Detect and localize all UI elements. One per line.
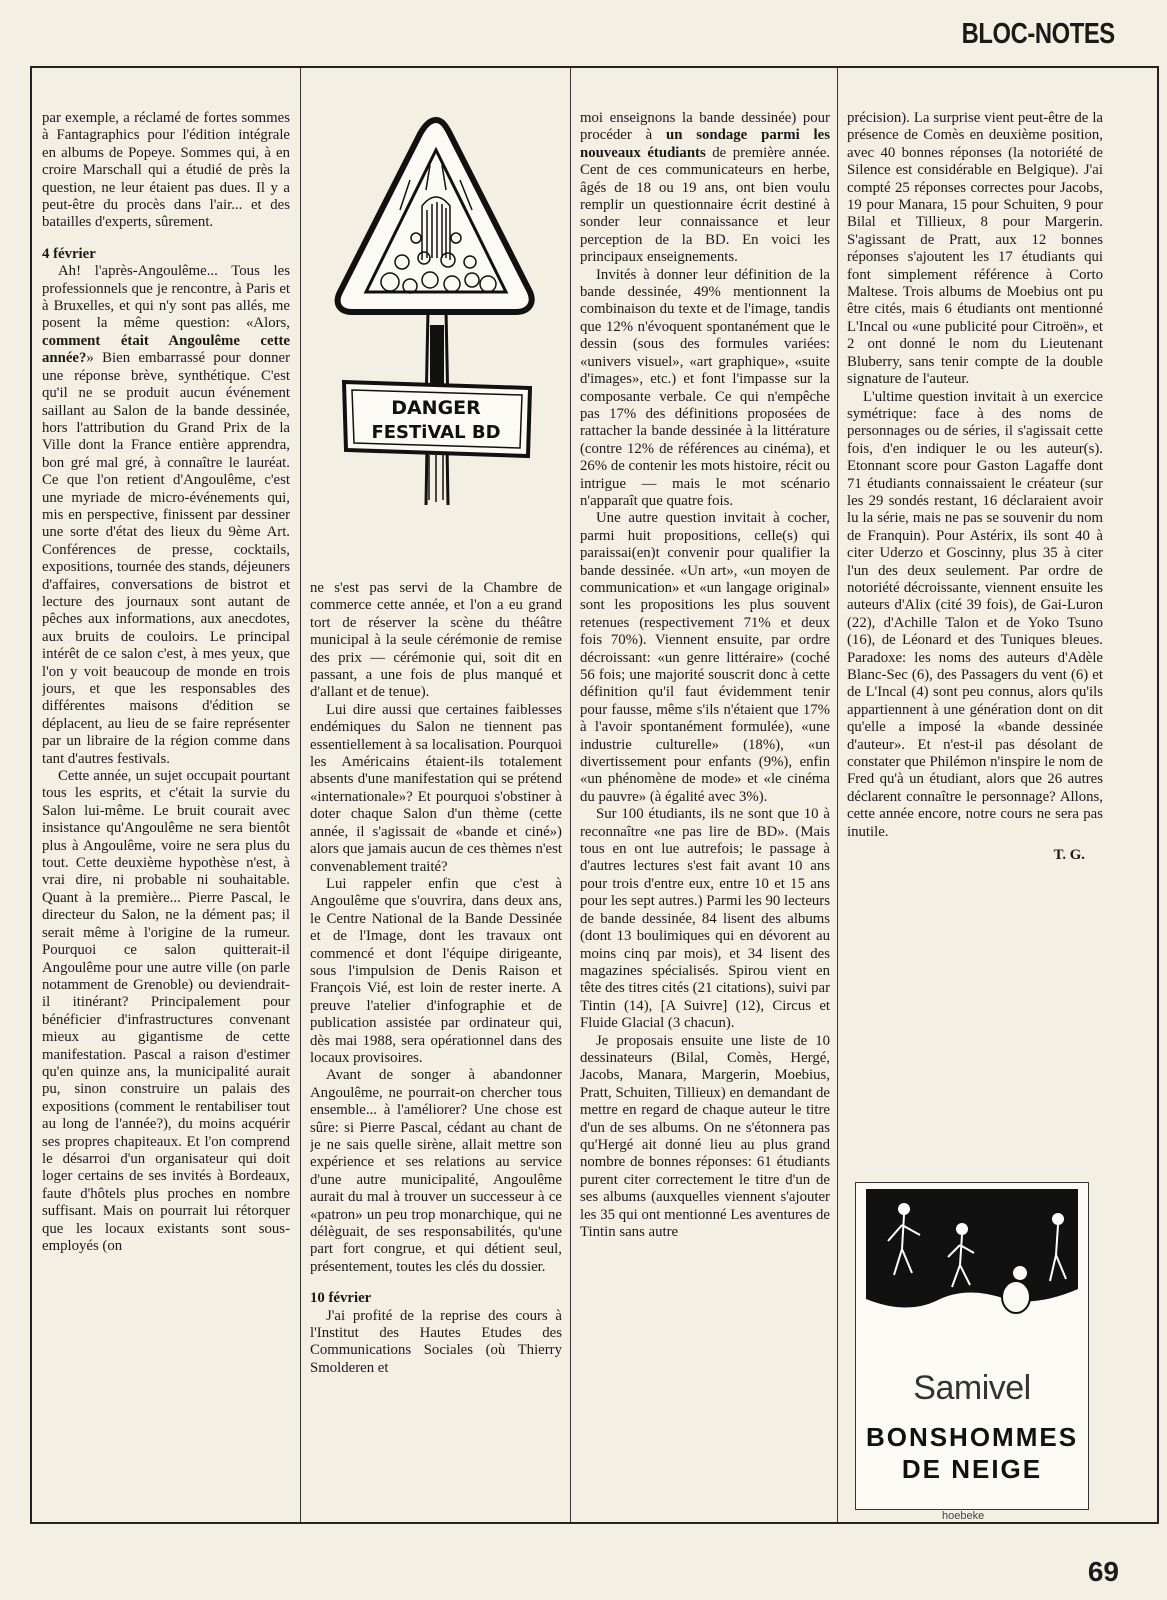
paragraph: Une autre question invitait à cocher, parmi huit propositions, celle(s) qui paraissai(en)t convenir pour qualifier la bande dessinée. «Un art», «un moyen de communication» et «un langage original» sont les propositions les plus souvent retenues (respectivement 71% et deux fois 70%). Viennent ensuite, par ordre décroissant: «un genre littéraire» (coché 56 fois; une majorité souscrit donc à cette définition qu'il faut évidemment tenir pour fausse, même s'ils n'étaient que 17% à l'avoir spontanément formulée), «une industrie culturelle» (18%), «un divertissement pour enfants (9%), enfin «un phénomène de mode» et «le cinéma du pauvre» (à égalité avec 3%). — [580, 510, 830, 805]
article-column-3 — [580, 110, 830, 1512]
snowmen-illustration — [866, 1189, 1078, 1349]
column-rule — [570, 68, 571, 1522]
page-number: 69 — [1087, 1556, 1119, 1587]
column-rule — [837, 68, 838, 1522]
article-frame — [30, 66, 1159, 1524]
publisher-logo: hoebeke — [942, 1510, 985, 1522]
paragraph: ne s'est pas servi de la Chambre de commerce cette année, et l'on a eu grand tort de réserver la scène du théâtre municipal à la seule cérémonie de remise des prix — cérémonie qui, soit dit en passant, a une fois de plus manqué et d'allant et de tenue). — [310, 580, 562, 701]
paragraph: Cette année, un sujet occupait pourtant tous les esprits, et c'était la survie du Salon lui-même. Le bruit courait avec insistance qu'Angoulême ne sera bientôt plus à Angoulême, voire ne sera plus du tout. Cette deuxième hypothèse n'est, à vrai dire, ni probable ni souhaitable. Quant à la première... Pierre Pascal, le directeur du Salon, ne la dément pas; il serait même à l'origine de la rumeur. Pourquoi ce salon quitterait-il Angoulême pour une autre ville (on parle notamment de Grenoble) ou deviendrait-il itinérant? Principalement pour bénéficier d'infrastructures convenant mieux au gigantisme de cette manifestation. Pascal a raison d'estimer qu'en quinze ans, la municipalité aurait pu, sinon construire un palais des expositions (comment le rentabiliser tout au long de l'année?), du moins acquérir ses propres chapiteaux. Et l'on comprend le désarroi d'un organisateur qui doit loger certains de ses invités à Bordeaux, faute d'hôtels plus proches en nombre suffisant. Mais on pourrait lui rétorquer que les locaux existants sont sous-employés (on — [42, 768, 290, 1254]
column-rule — [300, 68, 301, 1522]
danger-festival-illustration — [330, 110, 542, 550]
author-signature: T. G. — [1053, 847, 1085, 864]
paragraph: par exemple, a réclamé de fortes sommes à Fantagraphics pour l'édition intégrale en albums de Popeye. Sommes qui, à en croire Marschall qui a étudié de près la question, ne leur étaient pas dues. Il y a peut-être du procès dans l'air... et des batailles d'experts, sûrement. — [42, 110, 290, 231]
ad-title: BONSHOMMES DE NEIGE — [865, 1422, 1079, 1484]
paragraph: Ah! l'après-Angoulême... Tous les professionnels que je rencontre, à Paris et à Bruxelles, et qui n'y sont pas allés, me posent la même question: «Alors, comment était Angoulême cette année?» Bien embarrassé pour donner une réponse brève, synthétique. C'est qu'il ne se produit aucun événement saillant au Salon de la bande dessinée, hors l'attribution du Grand Prix de la Ville dont la France entière apprendra, bon gré mal gré, à connaître le lauréat. Ce que l'on retient d'Angoulême, c'est une myriade de micro-événements qui, mis en perspective, finissent par dessiner une sorte d'état des lieux du 9ème Art. Conférences de presse, cocktails, expositions, tournée des stands, déjeuners d'affaires, conversations de bistrot et lecture des journaux sont autant de pêches aux informations, aux anecdotes, aux bruits de couloirs. Le principal intérêt de ce salon c'est, à mes yeux, que l'on y voit beaucoup de monde en trois jours, et que les responsables des différentes maisons d'édition se déplacent, au lieu de se faire représenter par un libraire de la région comme dans tant d'autres festivals. — [42, 263, 290, 767]
ad-author: Samivel — [913, 1369, 1031, 1407]
paragraph: Avant de songer à abandonner Angoulême, ne pourrait-on chercher tous ensemble... à l'améliorer? Une chose est sûre: si Pierre Pascal, cédant au chant de je ne sais quelle sirène, allait mettre son expérience et ses relations au service d'une autre municipalité, Angoulême aurait du mal à trouver un successeur à ce «patron» un peu trop monarchique, qui ne délèguait, de ses responsabilités, qu'une part fort congrue, et qui détient seul, présentement, toutes les clés du dossier. — [310, 1067, 562, 1275]
paragraph: Lui rappeler enfin que c'est à Angoulême que s'ouvrira, dans deux ans, le Centre National de la Bande Dessinée et de l'Image, dont les travaux ont commencé et dont l'équipe dirigeante, sous l'impulsion de Denis Raison et François Vié, est loin de rester inerte. A preuve l'atelier d'infographie et de publication assistée par ordinateur qui, dès mai 1988, sera opérationnel dans des locaux provisoires. — [310, 875, 562, 1066]
paragraph: Invités à donner leur définition de la bande dessinée, 49% mentionnent la combinaison du texte et de l'image, tandis que 12% n'évoquent spontanément que le dessin (sous des formules variées: «univers visuel», «art graphique», «suite d'images», etc.) et font l'impasse sur la composante verbale. Ce qui n'empêche pas 17% des définitions proposées de rattacher la bande dessinée à la littérature (contre 12% de références au cinéma), et 26% de contenir les mots histoire, récit ou intrigue — mais le mot scénario n'apparaît que quatre fois. — [580, 266, 830, 509]
paragraph: J'ai profité de la reprise des cours à l'Institut des Hautes Etudes des Communications Sociales (où Thierry Smolderen et — [310, 1307, 562, 1376]
paragraph: Sur 100 étudiants, ils ne sont que 10 à reconnaître «ne pas lire de BD». (Mais tous en ont lue autrefois; le passage à d'autres lectures s'est fait avant 10 ans pour trois d'entre eux, entre 10 et 15 ans pour les sept autres.) Parmi les 90 lecteurs de bande dessinée, 84 lisent des albums (dont 13 boulimiques qui en dévorent au moins cinq par mois), et 34 lisent des magazines spécialisés. Spirou vient en tête des titres cités (21 citations), suivi par Tintin (14), [A Suivre] (12), Circus et Fluide Glacial (3 chacun). — [580, 806, 830, 1032]
paragraph: Lui dire aussi que certaines faiblesses endémiques du Salon ne tiennent pas essentiellement à sa localisation. Pourquoi les Américains étaient-ils totalement absents d'une manifestation qui se prétend «internationale»? Et pourquoi s'obstiner à doter chaque Salon d'un thème (cette année, il s'agissait de «bande et ciné») alors que jamais aucun de ces thèmes n'est convenablement traité? — [310, 701, 562, 875]
section-title: BLOC-NOTES — [961, 18, 1115, 50]
sign-text-line-1: DANGER — [391, 397, 481, 419]
paragraph: Je proposais ensuite une liste de 10 dessinateurs (Bilal, Comès, Hergé, Jacobs, Manara, Margerin, Moebius, Pratt, Schuiten, Tillieux) en demandant de mettre en regard de chaque auteur le titre d'un de ses albums. On ne s'étonnera pas qu'Hergé ait donné lieu au plus grand nombre de bonnes réponses: 61 étudiants purent citer correctement le titre d'un de ses albums (auxquelles viennent s'ajouter les 35 qui ont mentionné Les aventures de Tintin sans autre — [580, 1032, 830, 1240]
article-column-2 — [310, 110, 562, 1512]
paragraph: L'ultime question invitait à un exercice symétrique: face à des noms de personnages ou de séries, il s'agissait cette fois, d'en indiquer le ou les auteur(s). Etonnant score pour Gaston Lagaffe dont 71 étudiants connaissaient le créateur (sur les 29 sondés restant, 16 déclaraient avoir lu la série, mais ne pas se souvenir du nom de Franquin). Pour Astérix, ils sont 40 à citer Uderzo et Goscinny, plus 35 à citer l'un des deux seulement. Par ordre de notoriété décroissante, viennent ensuite les auteurs d'Alix (cité 39 fois), de Gai-Luron (22), d'Achille Talon et de Yoko Tsuno (16), de Léonard et des Tuniques bleues. Paradoxe: les noms des auteurs d'Adèle Blanc-Sec (6), des Passagers du vent (6) et de L'Incal (4) sont peu connus, alors qu'ils appartiennent à une génération dont on dit qu'elle a imposé la «bande dessinée d'auteur». Et n'est-il pas désolant de constater que Philémon n'inspire le nom de Fred qu'à un étudiant, alors que 26 autres déclarent connaître le personnage? Allons, cette année encore, notre cours ne sera pas inutile. — [847, 388, 1103, 840]
paragraph: précision). La surprise vient peut-être de la présence de Comès en deuxième position, avec 40 bonnes réponses (la notoriété de Silence est considérable en Belgique). J'ai compté 25 réponses correctes pour Jacobs, 19 pour Manara, 15 pour Schuiten, 9 pour Bilal et Tillieux, 8 pour Margerin. S'agissant de Pratt, aux 12 bonnes réponses s'ajoutent les 17 étudiants qui font simplement référence à Corto Maltese. Trois albums de Moebius ont pu être cités, mais 6 étudiants ont mentionné L'Incal ou «une publicité pour Citroën», et 2 ont donné le nom du Lieutenant Bluberry, sans tenir compte de la double signature de l'auteur. — [847, 110, 1103, 388]
paragraph: moi enseignons la bande dessinée) pour procéder à un sondage parmi les nouveaux étudiants de première année. Cent de ces communicateurs en herbe, âgés de 18 ou 19 ans, ont bien voulu remplir un questionnaire écrit destiné à sonder leur connaissance et leur perception de la BD. En voici les principaux enseignements. — [580, 110, 830, 266]
date-heading: 10 février — [310, 1290, 372, 1307]
warning-sign-drawing — [330, 110, 542, 550]
book-advertisement — [855, 1182, 1089, 1510]
sign-text-line-2: FESTiVAL BD — [371, 422, 501, 443]
date-heading: 4 février — [42, 245, 96, 262]
article-column-1 — [42, 110, 290, 1512]
